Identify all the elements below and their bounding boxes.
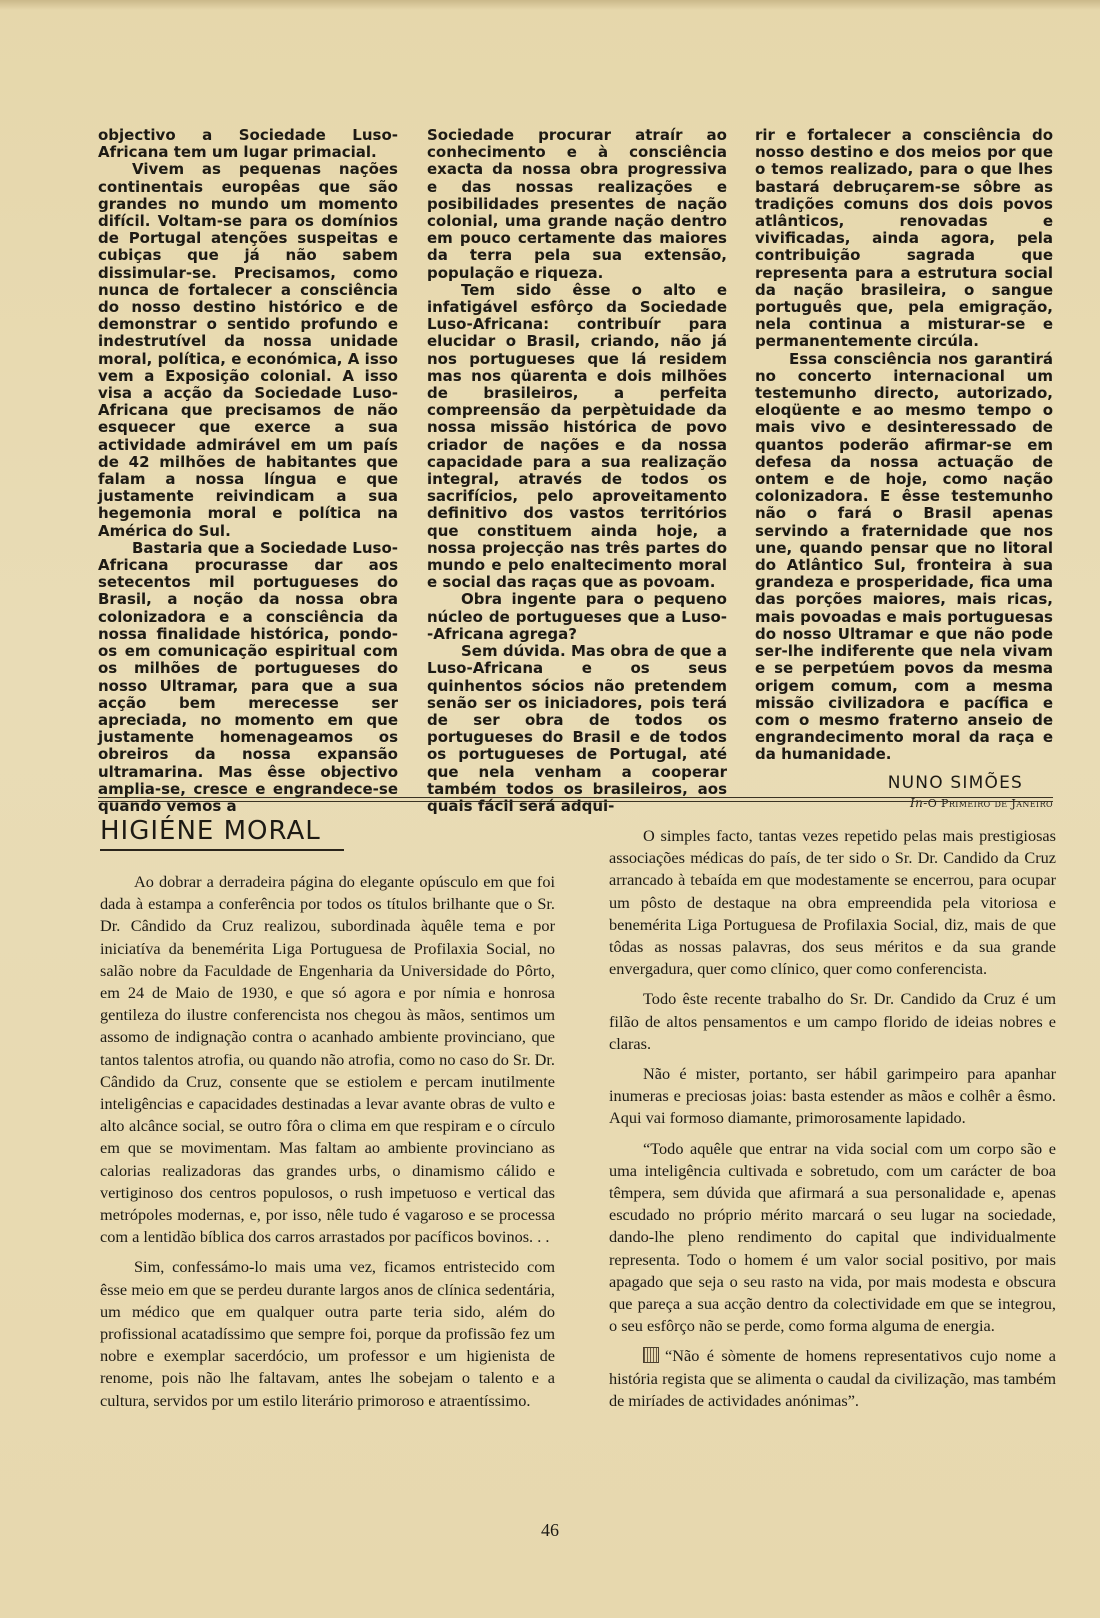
page-number: 46 bbox=[541, 1520, 559, 1540]
printer-ornament-icon bbox=[643, 1347, 659, 1363]
title-underline bbox=[100, 849, 344, 851]
paragraph: “Todo aquêle que entrar na vida social com um corpo são e uma inteligência cultivada e sobretudo, com um carácter de boa têmpera, sem dúvida que afirmará a sua personalidade e, apenas escudado no próprio mérito marcará o seu lugar na sociedade, dando-lhe pleno rendimento do capital que individualmente representa. Todo o homem é um valor social positivo, por mais apagado que seja o seu rasto na vida, por mais modesta e obscura que pareça a sua acção dentro da colectividade em que se integrou, o seu esfôrço não se perde, como forma alguma de energia. bbox=[609, 1138, 1056, 1336]
paragraph: Bastaria que a Sociedade Luso-Africana procurasse dar aos setecentos mil portugueses do Brasil, a noção da nossa obra colonizadora e a consciência da nossa finalidade histórica, pondo-os em comunicação espiritual com os milhões de portugueses do nosso Ultramar, para que a sua acção bem merecesse ser apreciada, no momento em que justamente homenageamos os obreiros da nossa expansão ultramarina. Mas êsse objectivo amplia-se, cresce e engrandece-se quando vemos a bbox=[98, 538, 398, 815]
article-title: HIGIÉNE MORAL bbox=[100, 816, 321, 846]
paragraph: Sociedade procurar atraír ao conhecimento e à consciência exacta da nossa obra progressiva e das nossas realizações e posibilidades presentes de nação colonial, uma grande nação dentro em pouco certamente das maiores da terra pela sua extensão, população e riqueza. bbox=[427, 126, 727, 282]
paragraph: Ao dobrar a derradeira página do elegante opúsculo em que foi dada à estampa a conferência por todos os títulos brilhante que o Sr. Dr. Cândido da Cruz realizou, subordinada àquêle tema e por iniciatíva da benemérita Liga Portuguesa de Profilaxia Social, no salão nobre da Faculdade de Engenharia da Universidade do Pôrto, em 24 de Maio de 1930, e que só agora e por nímia e honrosa gentileza do ilustre conferencista nos chegou às mãos, sentimos um assomo de indignação contra o acanhado ambiente provinciano, que tantos talentos atrofia, ou quando não atrofia, como no caso do Sr. Dr. Cândido da Cruz, consente que se estiolem e percam inutilmente inteligências e capacidades destinadas a levar avante obras de vulto e alto alcânce social, se outro fôra o clima em que respiram e o círculo em que se movimentam. Mas faltam ao ambiente provinciano as calorias realizadoras das grandes urbs, o dinamismo cálido e vertiginoso dos centros populosos, o rush impetuoso e vertical das metrópoles modernas, e, por isso, nêle tudo é vagaroso e se processa com a lentidão bíblica dos carros arrastados por pacíficos bovinos. . . bbox=[100, 872, 555, 1247]
paragraph: Vivem as pequenas nações continentais europêas que são grandes no mundo um momento difícil. Voltam-se para os domínios de Portugal atenções suspeitas e cubiças que já não sabem dissimular-se. Precisamos, como nunca de fortalecer a consciência do nosso destino histórico e de demonstrar o sentido profundo e indestrutível da nossa unidade moral, política, e económica, A isso vem a Exposição colonial. A isso visa a acção da Sociedade Luso-Africana que precisamos de não esquecer que exerce a sua actividade admirável em um país de 42 milhões de habitantes que falam a nossa língua e que justamente reivindicam a sua hegemonia moral e política na América do Sul. bbox=[98, 160, 398, 540]
paragraph: Sem dúvida. Mas obra de que a Luso-Africana e os seus quinhentos sócios não pretendem senão ser os iniciadores, pois terá de ser obra de todos os portugueses do Brasil e de todos os portugueses de Portugal, até que nela venham a cooperar também todos os brasileiros, aos quais fácil será adqui- bbox=[427, 642, 727, 815]
section-divider bbox=[98, 797, 1053, 798]
paragraph: Tem sido êsse o alto e infatigável esfôrço da Sociedade Luso-Africana: contribuír para elucidar o Brasil, criando, não já nos portugueses que lá residem mas nos qüarenta e dois milhões de brasileiros, a perfeita compreensão da perpètuidade da nossa missão histórica de povo criador de nações e da nossa capacidade para a sua realização integral, através de todos os sacrifícios, pelo aproveitamento definitivo dos vastos territórios que constituem ainda hoje, a nossa projecção nas três partes do mundo e pelo enaltecimento moral e social das raças que as povoam. bbox=[427, 280, 727, 592]
bottom-article-column-1 bbox=[100, 871, 555, 1420]
paragraph-with-mark bbox=[609, 1345, 1056, 1412]
paragraph: Todo êste recente trabalho do Sr. Dr. Candido da Cruz é um filão de altos pensamentos e um campo florido de ideias nobres e claras. bbox=[609, 989, 1056, 1053]
paragraph: Não é mister, portanto, ser hábil garimpeiro para apanhar inumeras e preciosas joias: basta estender as mãos e colhêr a êsmo. Aqui vai formoso diamante, primorosamente lapidado. bbox=[609, 1064, 1056, 1128]
source-prefix: In- bbox=[909, 795, 928, 810]
page-edge-shadow bbox=[0, 0, 1100, 10]
bottom-article-column-2 bbox=[609, 825, 1056, 1420]
top-article-column-2 bbox=[427, 127, 727, 815]
paragraph: Essa consciência nos garantirá no concerto internacional um testemunho directo, autorizado, eloqüente e ao mesmo tempo o mais vivo e desinteressado de quantos poderão afirmar-se em defesa da nossa actuação de ontem e de hoje, como nação colonizadora. E êsse testemunho não o fará o Brasil apenas servindo a fraternidade que nos une, quando pensar que no litoral do Atlântico Sul, fronteira à sua grandeza e prosperidade, fica uma das porções maiores, mais ricas, mais povoadas e mais portuguesas do nosso Ultramar e que não pode ser-lhe indiferente que nela vivam e se perpetúem povos da mesma origem comum, com a mesma missão civilizadora e pacífica e com o mesmo fraterno anseio de engrandecimento moral da raça e da humanidade. bbox=[755, 349, 1053, 764]
top-article-column-1 bbox=[98, 127, 398, 815]
paragraph: rir e fortalecer a consciência do nosso destino e dos meios por que o temos realizado, para o que lhes bastará debruçarem-se sôbre as tradições comuns dos dois povos atlânticos, renovadas e vivificadas, ainda agora, pela contribuição sagrada que representa para a estrutura social da nação brasileira, o sangue português que, pela emigração, nela continua a misturar-se e permanentemente circúla. bbox=[755, 126, 1053, 351]
paragraph: Sim, confessámo-lo mais uma vez, ficamos entristecido com êsse meio em que se perdeu durante largos anos de clínica sedentária, um médico que em qualquer outra parte teria sido, além do profissional acatadíssimo que sempre foi, porque da profissão fez um nobre e exemplar sacerdócio, um professor e um higienista de renome, pois não lhe faltavam, antes lhe sobejam o talento e a cultura, servidos por um estilo literário primoroso e atraentíssimo. bbox=[100, 1257, 555, 1410]
top-article-column-3 bbox=[755, 127, 1053, 812]
paragraph: objectivo a Sociedade Luso-Africana tem um lugar primacial. bbox=[98, 126, 398, 162]
section-divider bbox=[98, 801, 1053, 802]
paragraph: O simples facto, tantas vezes repetido pelas mais prestigiosas associações médicas do país, de ter sido o Sr. Dr. Candido da Cruz arrancado à tebaída em que modestamente se encerrou, para ocupar um pôsto de destaque na obra empreendida pela vitoriosa e benemérita Liga Portuguesa de Profilaxia Social, diz, mais de que tôdas as nossas palavras, dos seus méritos e da sua grande envergadura, quer como clínico, quer como conferencista. bbox=[609, 826, 1056, 979]
paragraph: “Não é sòmente de homens representativos cujo nome a história regista que se alimenta o caudal da civilização, mas também de miríades de actividades anónimas”. bbox=[609, 1346, 1056, 1410]
source-publication: O Primeiro de Janeiro bbox=[927, 796, 1053, 810]
author-signature: NUNO SIMÕES bbox=[887, 772, 1023, 793]
paragraph: Obra ingente para o pequeno núcleo de portugueses que a Luso--Africana agrega? bbox=[427, 590, 727, 643]
